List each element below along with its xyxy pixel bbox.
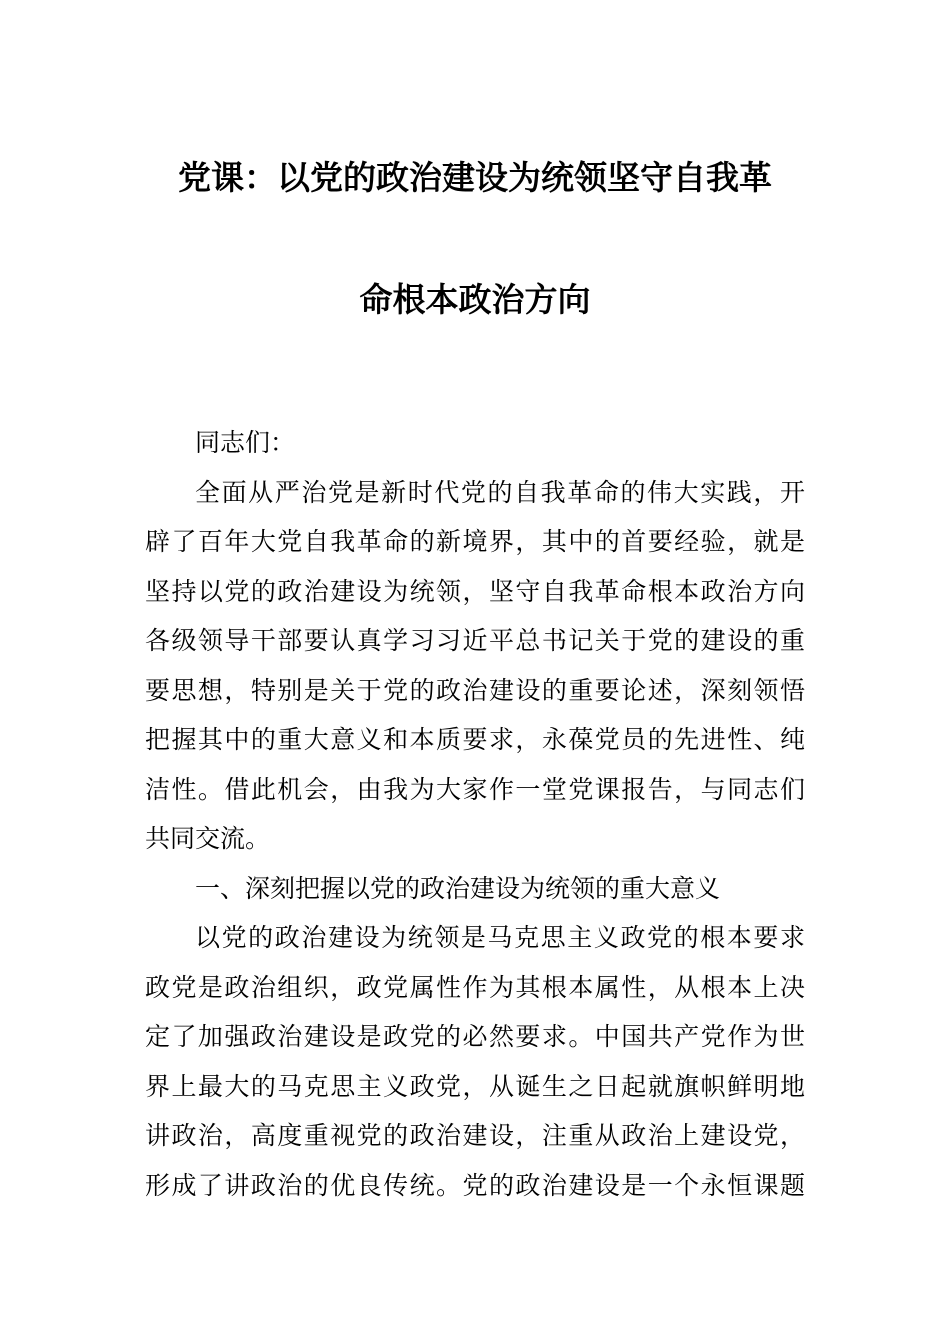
paragraph-line: 洁性。借此机会，由我为大家作一堂党课报告，与同志们 [145, 774, 805, 804]
document-title-line-1: 党课：以党的政治建设为统领坚守自我革 [178, 158, 772, 197]
section-heading: 一、深刻把握以党的政治建设为统领的重大意义 [195, 873, 721, 903]
paragraph-line: 辟了百年大党自我革命的新境界，其中的首要经验，就是 [145, 527, 805, 556]
paragraph-line: 以党的政治建设为统领是马克思主义政党的根本要求 [195, 923, 805, 952]
paragraph-line: 形成了讲政治的优良传统。党的政治建设是一个永恒课题 [145, 1170, 805, 1200]
document-title-line-2: 命根本政治方向 [359, 280, 591, 319]
paragraph-line: 定了加强政治建设是政党的必然要求。中国共产党作为世 [145, 1022, 805, 1051]
paragraph-line: 各级领导干部要认真学习习近平总书记关于党的建设的重 [145, 626, 805, 655]
paragraph-line: 坚持以党的政治建设为统领，坚守自我革命根本政治方向 [145, 576, 805, 606]
salutation: 同志们： [195, 428, 296, 457]
paragraph-line: 共同交流。 [145, 824, 271, 853]
document-body [145, 418, 805, 1210]
paragraph-line: 讲政治，高度重视党的政治建设，注重从政治上建设党， [145, 1121, 805, 1150]
paragraph-line: 全面从严治党是新时代党的自我革命的伟大实践，开 [195, 477, 805, 507]
paragraph-line: 把握其中的重大意义和本质要求，永葆党员的先进性、纯 [145, 725, 805, 754]
paragraph-line: 政党是政治组织，政党属性作为其根本属性，从根本上决 [145, 972, 805, 1002]
paragraph-line: 界上最大的马克思主义政党，从诞生之日起就旗帜鲜明地 [145, 1071, 805, 1101]
paragraph-line: 要思想，特别是关于党的政治建设的重要论述，深刻领悟 [145, 675, 805, 705]
